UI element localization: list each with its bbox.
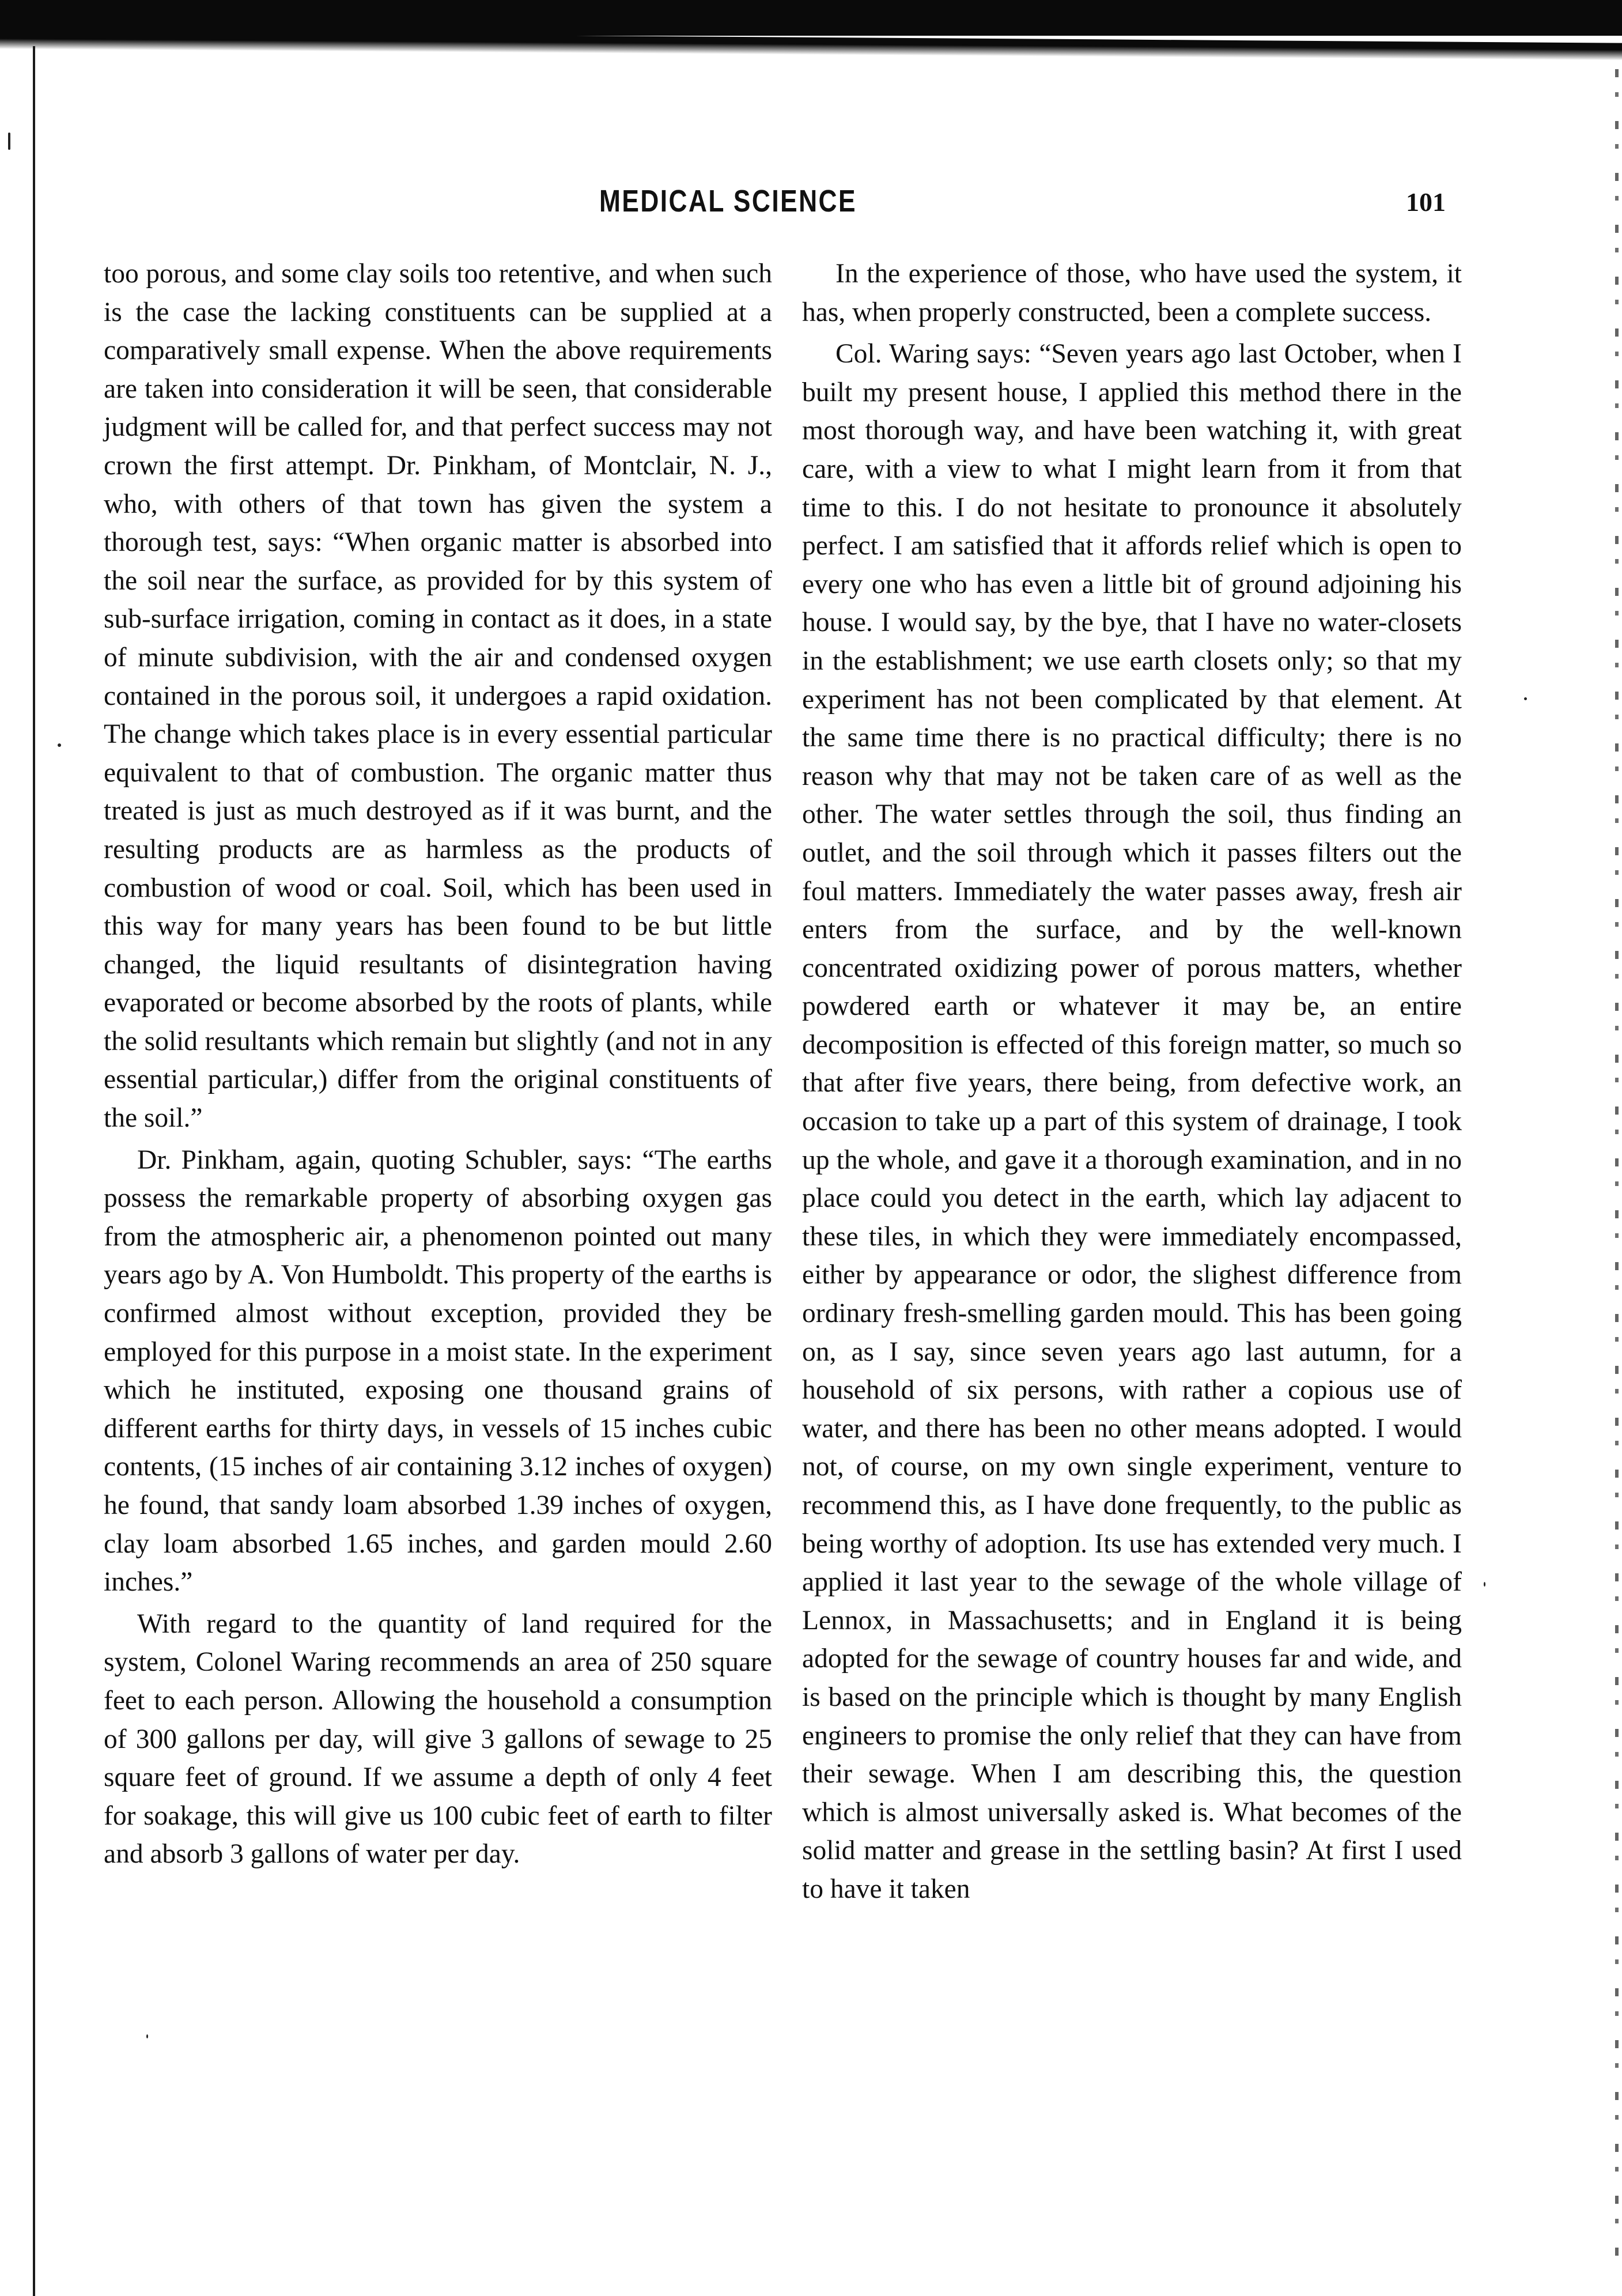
scan-left-edge-line: [33, 46, 35, 2296]
scan-speck: [58, 743, 61, 747]
page-number: 101: [1406, 187, 1446, 217]
paragraph: Col. Waring says: “Seven years ago last October, when I built my present house, I applied this method there in the most thorough way, and have been watching it, with great care, with a view to what I might learn from it from that time to this. I do not hesitate to pronounce it absolutely perfect. I am satisfied that it affords relief which is open to every one who has even a little bit of ground adjoining his house. I would say, by the bye, that I have no water-closets in the establishment; we use earth closets only; so that my experiment has not been complicated by that element. At the same time there is no practical difficulty; there is no reason why that may not be taken care of as well as the other. The water settles through the soil, thus finding an outlet, and the soil through which it passes filters out the foul matters. Immediately the water passes away, fresh air enters from the surface, and by the well-known concentrated oxidizing power of porous matters, whether powdered earth or whatever it may be, an entire decomposition is effected of this foreign matter, so much so that after five years, there being, from defective work, an occasion to take up a part of this system of drainage, I took up the whole, and gave it a thorough examination, and in no place could you detect in the earth, which lay adjacent to these tiles, in which they were immediately encompassed, either by appearance or odor, the slighest difference from ordinary fresh-smelling garden mould. This has been going on, as I say, since seven years ago last autumn, for a household of six persons, with rather a copious use of water, and there has been no other means adopted. I would not, of course, on my own single experiment, venture to recommend this, as I have done frequently, to the public as being worthy of adoption. Its use has extended very much. I applied it last year to the sewage of the whole village of Lennox, in Massachusetts; and in England it is being adopted for the sewage of country houses far and wide, and is based on the principle which is thought by many English engineers to promise the only relief that they can have from their sewage. When I am describing this, the question which is almost universally asked is. What becomes of the solid matter and grease in the settling basin? At first I used to have it taken: [802, 339, 1462, 1904]
scan-top-border: [0, 0, 1622, 36]
scan-right-edge-noise: [1615, 69, 1619, 2259]
paragraph: too porous, and some clay soils too retentive, and when such is the case the lacking constituents can be supplied at a comparatively small expense. When the above requirements are taken into consideration it will be seen, that considerable judgment will be called for, and that perfect success may not crown the first attempt. Dr. Pinkham, of Montclair, N. J., who, with others of that town has given the system a thorough test, says: “When organic matter is absorbed into the soil near the surface, as provided for by this system of sub-surface irrigation, coming in contact as it does, in a state of minute subdivision, with the air and condensed oxygen contained in the porous soil, it undergoes a rapid oxidation. The change which takes place is in every essential particular equivalent to that of combustion. The organic matter thus treated is just as much destroyed as if it was burnt, and the resulting products are as harmless as the products of combustion of wood or coal. Soil, which has been used in this way for many years has been found to be but little changed, the liquid resultants of disintegration having evaporated or become absorbed by the roots of plants, while the solid resultants which remain but slightly (and not in any essential particular,) differ from the original constituents of the soil.”: [104, 259, 772, 1134]
left-column: [104, 255, 772, 1874]
paragraph: With regard to the quantity of land required for the system, Colonel Waring recommends an area of 250 square feet to each person. Allowing the household a consumption of 300 gallons per day, will give 3 gallons of sewage to 25 square feet of ground. If we assume a depth of only 4 feet for soakage, this will give us 100 cubic feet of earth to filter and absorb 3 gallons of water per day.: [104, 1608, 772, 1870]
paragraph: In the experience of those, who have used the system, it has, when properly constructed, been a complete success.: [802, 259, 1462, 327]
scan-speck: [8, 133, 10, 150]
paragraph: Dr. Pinkham, again, quoting Schubler, says: “The earths possess the remarkable property of absorbing oxygen gas from the atmospheric air, a phenomenon pointed out many years ago by A. Von Humboldt. This property of the earths is confirmed almost without exception, provided they be employed for this purpose in a moist state. In the experiment which he instituted, exposing one thousand grains of different earths for thirty days, in vessels of 15 inches cubic contents, (15 inches of air containing 3.12 inches of oxygen) he found, that sandy loam absorbed 1.39 inches of oxygen, clay loam absorbed 1.65 inches, and garden mould 2.60 inches.”: [104, 1145, 772, 1598]
right-column: [802, 255, 1462, 1909]
scan-speck: [1524, 697, 1527, 700]
scan-speck: [1484, 1582, 1485, 1587]
scan-top-border-edge: [0, 32, 1622, 61]
scan-speck: [146, 2034, 148, 2038]
running-title: MEDICAL SCIENCE: [599, 184, 857, 218]
page-header: [0, 183, 1622, 224]
